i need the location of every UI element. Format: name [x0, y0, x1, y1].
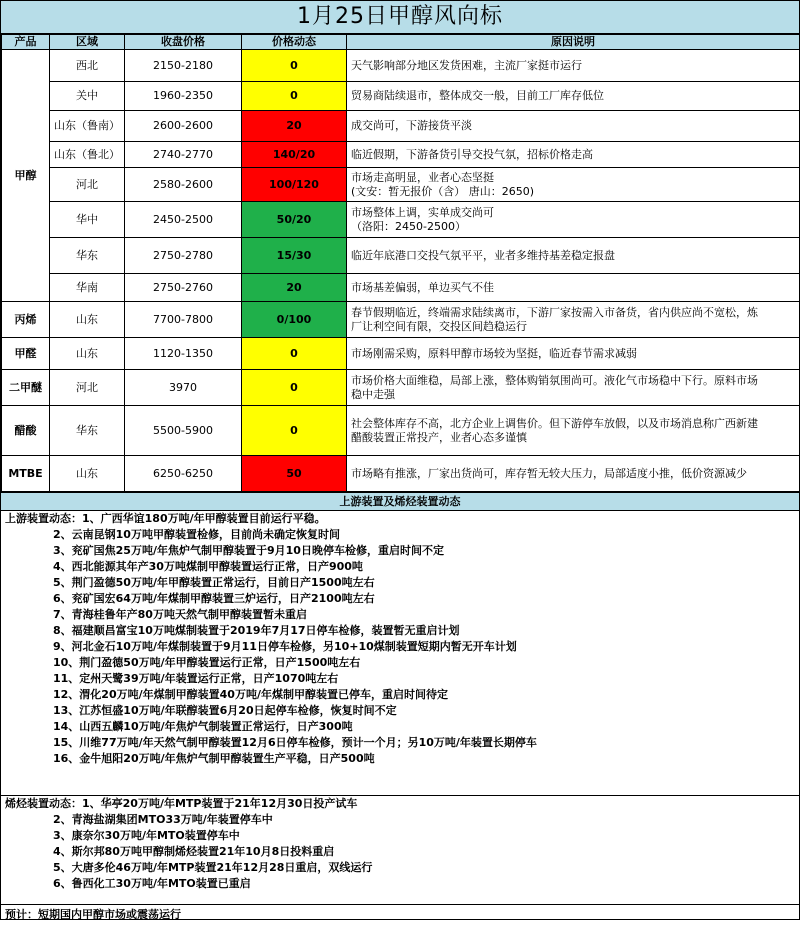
region-cell: 华南	[50, 274, 125, 302]
list-item	[5, 511, 799, 527]
olefin-section	[1, 796, 799, 905]
list-item: 14、山西五麟10万吨/年焦炉气制装置正常运行，日产300吨	[53, 720, 353, 733]
price-cell: 2750-2760	[125, 274, 242, 302]
price-cell: 2150-2180	[125, 50, 242, 82]
table-row	[2, 168, 800, 202]
change-cell: 0	[242, 406, 347, 456]
list-item: 4、斯尔邦80万吨甲醇制烯烃装置21年10月8日投料重启	[53, 845, 335, 858]
table-row	[2, 302, 800, 338]
product-cell: 醋酸	[2, 406, 50, 456]
list-item: 5、大唐多伦46万吨/年MTP装置21年12月28日重启，双线运行	[53, 861, 373, 874]
section-title: 上游装置及烯烃装置动态	[1, 492, 799, 511]
reason-line: （洛阳：2450-2500）	[351, 219, 466, 233]
col-header-price: 收盘价格	[125, 35, 242, 50]
upstream-section	[1, 511, 799, 796]
table-row	[2, 370, 800, 406]
reason-line: 醋酸装置正常投产，业者心态多谨慎	[351, 430, 527, 444]
table-row	[2, 406, 800, 456]
table-row	[2, 82, 800, 111]
list-item: 2、云南昆钢10万吨甲醇装置检修，目前尚未确定恢复时间	[53, 528, 340, 541]
reason-cell: 临近假期，下游备货引导交投气氛，招标价格走高	[347, 142, 800, 168]
price-cell: 2600-2600	[125, 111, 242, 142]
upstream-label: 上游装置动态：	[5, 512, 82, 525]
region-cell: 山东（鲁北）	[50, 142, 125, 168]
region-cell: 西北	[50, 50, 125, 82]
list-item: 5、荆门盈德50万吨/年甲醇装置正常运行，目前日产1500吨左右	[53, 576, 375, 589]
table-row	[2, 274, 800, 302]
table-header-row	[2, 35, 800, 50]
upstream-item: 1、广西华谊180万吨/年甲醇装置目前运行平稳。	[82, 512, 326, 525]
table-row	[2, 338, 800, 370]
reason-line: 春节假期临近，终端需求陆续离市，下游厂家按需入市备货，省内供应尚不宽松，炼	[351, 305, 758, 319]
reason-cell: 市场基差偏弱，单边买气不佳	[347, 274, 800, 302]
change-cell: 50/20	[242, 202, 347, 238]
reason-line: 市场价格大面维稳，局部上涨，整体购销氛围尚可。液化气市场稳中下行。原料市场	[351, 373, 758, 387]
reason-line: 市场整体上调，实单成交尚可	[351, 205, 494, 219]
price-cell: 1120-1350	[125, 338, 242, 370]
reason-cell	[347, 302, 800, 338]
change-cell: 0	[242, 50, 347, 82]
forecast-text: 预计：短期国内甲醇市场或震荡运行	[5, 908, 181, 921]
product-cell: MTBE	[2, 456, 50, 492]
region-cell: 山东	[50, 302, 125, 338]
region-cell: 山东	[50, 338, 125, 370]
list-item: 2、青海盐湖集团MTO33万吨/年装置停车中	[53, 813, 273, 826]
region-cell: 华东	[50, 406, 125, 456]
col-header-reason: 原因说明	[347, 35, 800, 50]
col-header-product: 产品	[2, 35, 50, 50]
list-item: 12、渭化20万吨/年煤制甲醇装置40万吨/年煤制甲醇装置已停车，重启时间待定	[53, 688, 448, 701]
reason-cell: 贸易商陆续退市，整体成交一般，目前工厂库存低位	[347, 82, 800, 111]
list-item: 11、定州天鹭39万吨/年装置运行正常，日产1070吨左右	[53, 672, 339, 685]
region-cell: 华中	[50, 202, 125, 238]
change-cell: 0	[242, 338, 347, 370]
reason-cell	[347, 406, 800, 456]
price-cell: 2740-2770	[125, 142, 242, 168]
list-item	[5, 796, 799, 812]
col-header-change: 价格动态	[242, 35, 347, 50]
list-item: 8、福建顺昌富宝10万吨煤制装置于2019年7月17日停车检修，装置暂无重启计划	[53, 624, 460, 637]
reason-cell: 天气影响部分地区发货困难，主流厂家挺市运行	[347, 50, 800, 82]
reason-cell: 临近年底港口交投气氛平平，业者多维持基差稳定报盘	[347, 238, 800, 274]
change-cell: 0/100	[242, 302, 347, 338]
reason-line: (文安：暂无报价（含） 唐山：2650)	[351, 184, 535, 198]
olefin-label: 烯烃装置动态：	[5, 797, 82, 810]
reason-cell	[347, 168, 800, 202]
list-item: 13、江苏恒盛10万吨/年联醇装置6月20日起停车检修，恢复时间不定	[53, 704, 397, 717]
change-cell: 100/120	[242, 168, 347, 202]
table-row	[2, 142, 800, 168]
table-row	[2, 238, 800, 274]
region-cell: 山东（鲁南）	[50, 111, 125, 142]
list-item: 4、西北能源其年产30万吨煤制甲醇装置运行正常，日产900吨	[53, 560, 363, 573]
price-cell: 5500-5900	[125, 406, 242, 456]
table-row	[2, 111, 800, 142]
change-cell: 0	[242, 370, 347, 406]
list-item: 7、青海桂鲁年产80万吨天然气制甲醇装置暂未重启	[53, 608, 307, 621]
col-header-region: 区域	[50, 35, 125, 50]
table-row	[2, 456, 800, 492]
list-item: 6、鲁西化工30万吨/年MTO装置已重启	[53, 877, 251, 890]
price-cell: 7700-7800	[125, 302, 242, 338]
list-item: 3、兖矿国焦25万吨/年焦炉气制甲醇装置于9月10日晚停车检修，重启时间不定	[53, 544, 444, 557]
product-cell: 二甲醚	[2, 370, 50, 406]
change-cell: 15/30	[242, 238, 347, 274]
region-cell: 关中	[50, 82, 125, 111]
region-cell: 河北	[50, 370, 125, 406]
region-cell: 山东	[50, 456, 125, 492]
list-item: 3、康奈尔30万吨/年MTO装置停车中	[53, 829, 240, 842]
region-cell: 河北	[50, 168, 125, 202]
reason-cell: 市场略有推涨，厂家出货尚可，库存暂无较大压力，局部适度小推，低价资源减少	[347, 456, 800, 492]
change-cell: 20	[242, 274, 347, 302]
price-cell: 1960-2350	[125, 82, 242, 111]
price-cell: 6250-6250	[125, 456, 242, 492]
price-table	[1, 34, 800, 492]
list-item: 10、荆门盈德50万吨/年甲醇装置运行正常，日产1500吨左右	[53, 656, 361, 669]
reason-line: 稳中走强	[351, 387, 395, 401]
product-cell: 甲醇	[2, 50, 50, 302]
change-cell: 50	[242, 456, 347, 492]
change-cell: 20	[242, 111, 347, 142]
olefin-item: 1、华亭20万吨/年MTP装置于21年12月30日投产试车	[82, 797, 358, 810]
price-cell: 2450-2500	[125, 202, 242, 238]
reason-cell	[347, 202, 800, 238]
region-cell: 华东	[50, 238, 125, 274]
list-item: 15、川维77万吨/年天然气制甲醇装置12月6日停车检修，预计一个月；另10万吨/年装置长期停车	[53, 736, 537, 749]
product-cell: 甲醛	[2, 338, 50, 370]
price-cell: 3970	[125, 370, 242, 406]
change-cell: 0	[242, 82, 347, 111]
table-row	[2, 50, 800, 82]
list-item: 9、河北金石10万吨/年煤制装置于9月11日停车检修，另10+10煤制装置短期内暂无开车计划	[53, 640, 517, 653]
reason-line: 社会整体库存不高，北方企业上调售价。但下游停车放假，以及市场消息称广西新建	[351, 416, 758, 430]
table-row	[2, 202, 800, 238]
report-title: 1月25日甲醇风向标	[1, 1, 799, 34]
reason-line: 市场走高明显，业者心态坚挺	[351, 170, 494, 184]
price-cell: 2750-2780	[125, 238, 242, 274]
list-item: 16、金牛旭阳20万吨/年焦炉气制甲醇装置生产平稳，日产500吨	[53, 752, 375, 765]
list-item: 6、兖矿国宏64万吨/年煤制甲醇装置三炉运行，日产2100吨左右	[53, 592, 375, 605]
reason-cell: 市场刚需采购，原料甲醇市场较为坚挺，临近春节需求减弱	[347, 338, 800, 370]
product-cell: 丙烯	[2, 302, 50, 338]
reason-line: 厂让利空间有限，交投区间趋稳运行	[351, 319, 527, 333]
reason-cell	[347, 370, 800, 406]
price-cell: 2580-2600	[125, 168, 242, 202]
reason-cell: 成交尚可，下游接货平淡	[347, 111, 800, 142]
change-cell: 140/20	[242, 142, 347, 168]
